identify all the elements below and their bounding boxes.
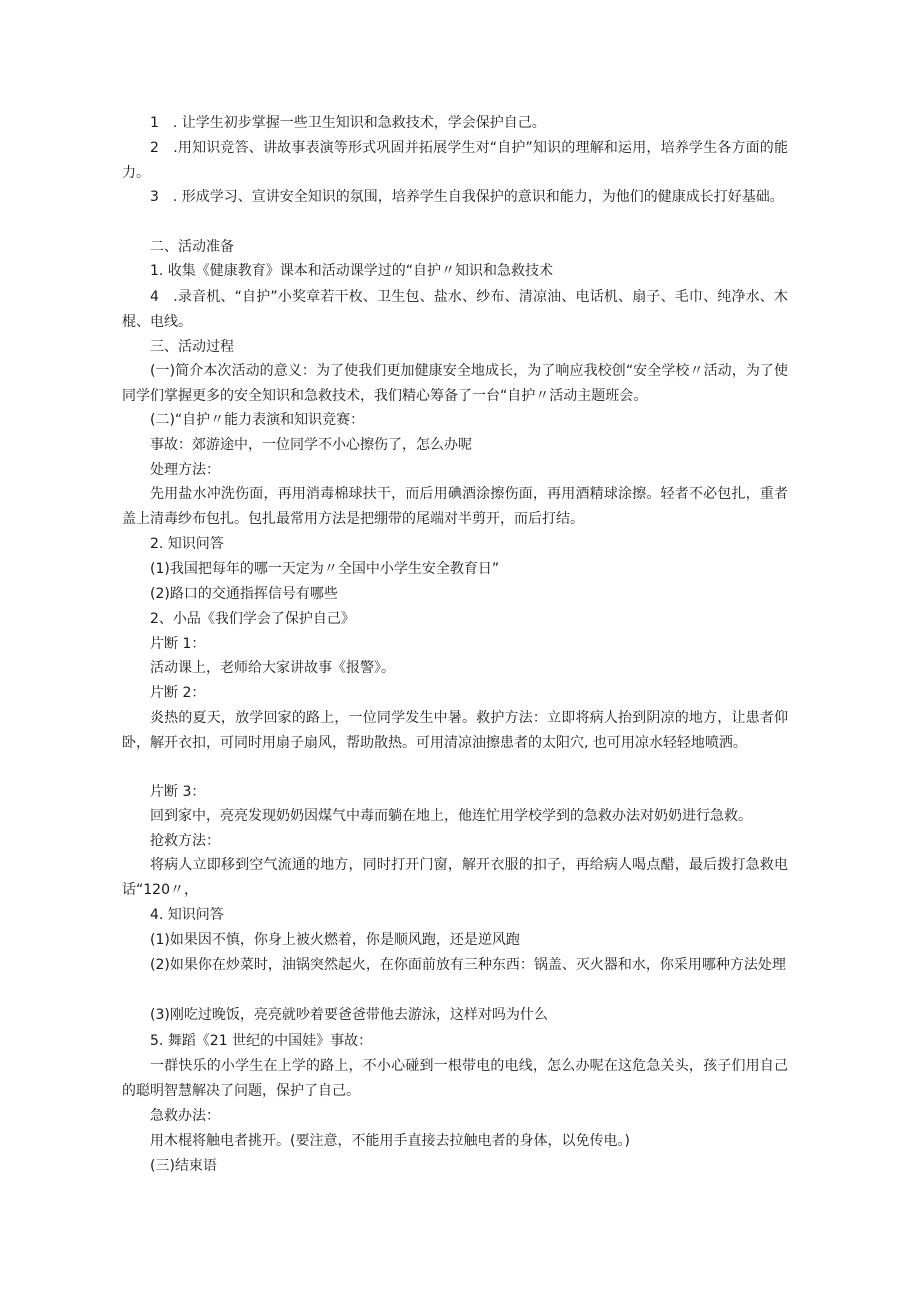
treatment-label: 处理方法：: [150, 462, 220, 478]
goal-item-2: 2 .用知识竞答、讲故事表演等形式巩固并拓展学生对“自护”知识的理解和运用，培养学生各方面的能力。: [122, 140, 788, 181]
segment-3-text: 回到家中，亮亮发现奶奶因煤气中毒而躺在地上，他连忙用学校学到的急救办法对奶奶进行急救。: [150, 808, 752, 824]
segment-2-text: 炎热的夏天，放学回家的路上，一位同学发生中暑。救护方法：立即将病人抬到阴凉的地方，让患者仰卧，解开衣扣，可同时用扇子扇风，帮助散热。可用清凉油擦患者的太阳穴, 也可用凉水轻轻地喷洒。: [122, 710, 788, 751]
segment-3-label: 片断 3：: [150, 784, 206, 800]
quiz-4-question-1: (1)如果因不慎，你身上被火燃着，你是顺风跑，还是逆风跑: [150, 932, 520, 948]
accident-text: 事故：郊游途中，一位同学不小心擦伤了，怎么办呢: [150, 437, 472, 453]
section-heading-preparation: 二、活动准备: [150, 239, 234, 255]
rescue-text: 将病人立即移到空气流通的地方，同时打开门窗，解开衣服的扣子，再给病人喝点醋，最后拨打急救电话“120〃，: [122, 857, 788, 898]
skit-heading: 2、小品《我们学会了保护自己》: [150, 611, 355, 627]
quiz-4-question-3: (3)刚吃过晚饭，亮亮就吵着要爸爸带他去游泳，这样对吗为什么: [150, 1007, 548, 1023]
quiz-1-question-1: (1)我国把每年的哪一天定为〃全国中小学生安全教育日”: [150, 561, 500, 577]
dance-heading: 5. 舞蹈《21 世纪的中国娃》事故：: [150, 1033, 373, 1049]
rescue-label: 抢救方法：: [150, 833, 220, 849]
prep-item-materials: 4 .录音机、“自护”小奖章若干枚、卫生包、盐水、纱布、清凉油、电话机、扇子、毛巾、纯净水、木棍、电线。: [122, 289, 788, 330]
quiz-1-question-2: (2)路口的交通指挥信号有哪些: [150, 586, 338, 602]
treatment-text: 先用盐水冲洗伤面，再用消毒棉球扶干，而后用碘酒涂擦伤面，再用酒精球涂擦。轻者不必包扎，重者盖上清毒纱布包扎。包扎最常用方法是把绷带的尾端对半剪开，而后打结。: [122, 486, 788, 527]
segment-2-label: 片断 2：: [150, 685, 206, 701]
goal-item-1: 1 . 让学生初步掌握一些卫生知识和急救技术，学会保护自己。: [150, 115, 546, 131]
section-heading-process: 三、活动过程: [150, 339, 234, 355]
quiz-heading-1: 2. 知识问答: [150, 536, 224, 552]
closing-heading: (三)结束语: [150, 1158, 217, 1174]
process-part-2-heading: (二)“自护〃能力表演和知识竞赛：: [150, 412, 365, 428]
process-intro: (一)简介本次活动的意义：为了使我们更加健康安全地成长，为了响应我校创“安全学校〃活动，为了使同学们掌握更多的安全知识和急救技术，我们精心筹备了一台“自护〃活动主题班会。: [122, 363, 788, 404]
quiz-4-question-2: (2)如果你在炒菜时，油锅突然起火，在你面前放有三种东西：锅盖、灭火器和水，你采用哪种方法处理: [150, 957, 786, 973]
prep-item-1: 1. 收集《健康教育》课本和活动课学过的“自护〃知识和急救技术: [150, 263, 554, 279]
goal-item-3: 3 . 形成学习、宣讲安全知识的氛围，培养学生自我保护的意识和能力，为他们的健康成长打好基础。: [150, 189, 784, 205]
dance-text: 一群快乐的小学生在上学的路上，不小心碰到一根带电的电线，怎么办呢在这危急关头，孩子们用自己的聪明智慧解决了问题，保护了自己。: [122, 1058, 788, 1099]
first-aid-text: 用木棍将触电者挑开。(要注意，不能用手直接去拉触电者的身体，以免传电。): [150, 1133, 630, 1149]
segment-1-label: 片断 1：: [150, 636, 206, 652]
quiz-heading-4: 4. 知识问答: [150, 907, 224, 923]
segment-1-text: 活动课上，老师给大家讲故事《报警》。: [150, 660, 395, 676]
first-aid-label: 急救办法：: [150, 1108, 220, 1124]
